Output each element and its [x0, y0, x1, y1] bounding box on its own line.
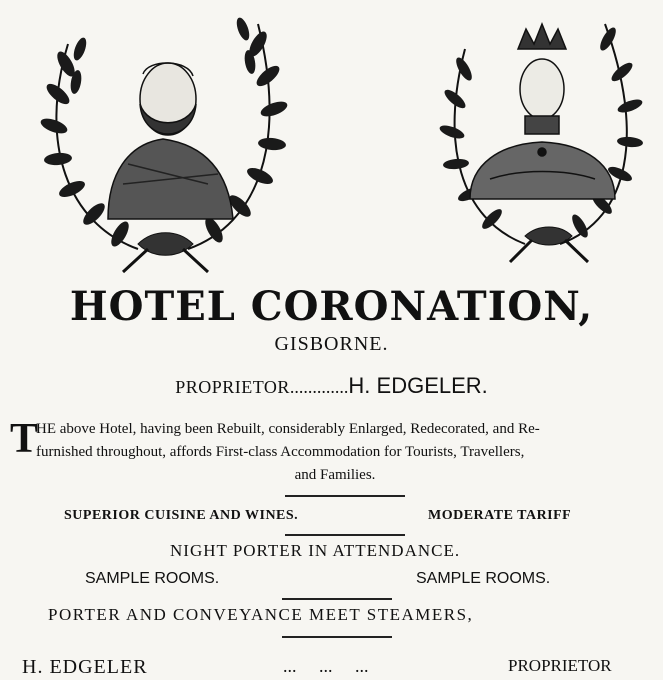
hotel-location: GISBORNE.	[274, 333, 389, 355]
king-portrait-wreath-icon	[28, 4, 298, 274]
footer-name: H. EDGELER	[22, 656, 148, 678]
drop-cap: T	[10, 416, 39, 462]
description-line-2: furnished throughout, affords First-class Accommodation for Tourists, Travellers,	[36, 444, 525, 460]
sample-rooms-right: SAMPLE ROOMS.	[416, 570, 551, 587]
proprietor-line	[0, 373, 663, 399]
queen-portrait-wreath-icon	[430, 4, 655, 269]
night-porter-text: NIGHT PORTER IN ATTENDANCE.	[170, 541, 461, 560]
footer-dots: ... ... ...	[283, 656, 369, 676]
divider-rule-4	[282, 636, 392, 638]
proprietor-label: PROPRIETOR	[175, 377, 290, 397]
description-paragraph	[10, 418, 660, 487]
proprietor-leader: .............	[289, 377, 349, 397]
proprietor-name: H. EDGELER.	[348, 373, 488, 398]
divider-rule-1	[285, 495, 405, 497]
divider-rule-3	[282, 598, 392, 600]
divider-rule-2	[285, 534, 405, 536]
footer-role: PROPRIETOR	[508, 656, 612, 675]
description-line-1: HE above Hotel, having been Rebuilt, considerably Enlarged, Redecorated, and Re-	[36, 421, 540, 437]
cuisine-text: SUPERIOR CUISINE AND WINES.	[64, 508, 299, 523]
sample-rooms-left: SAMPLE ROOMS.	[85, 570, 220, 587]
tariff-text: MODERATE TARIFF	[428, 508, 572, 523]
hotel-name-title: HOTEL CORONATION,	[69, 283, 594, 330]
porter-conveyance-text: PORTER AND CONVEYANCE MEET STEAMERS,	[48, 605, 474, 624]
description-line-3: and Families.	[294, 467, 376, 483]
